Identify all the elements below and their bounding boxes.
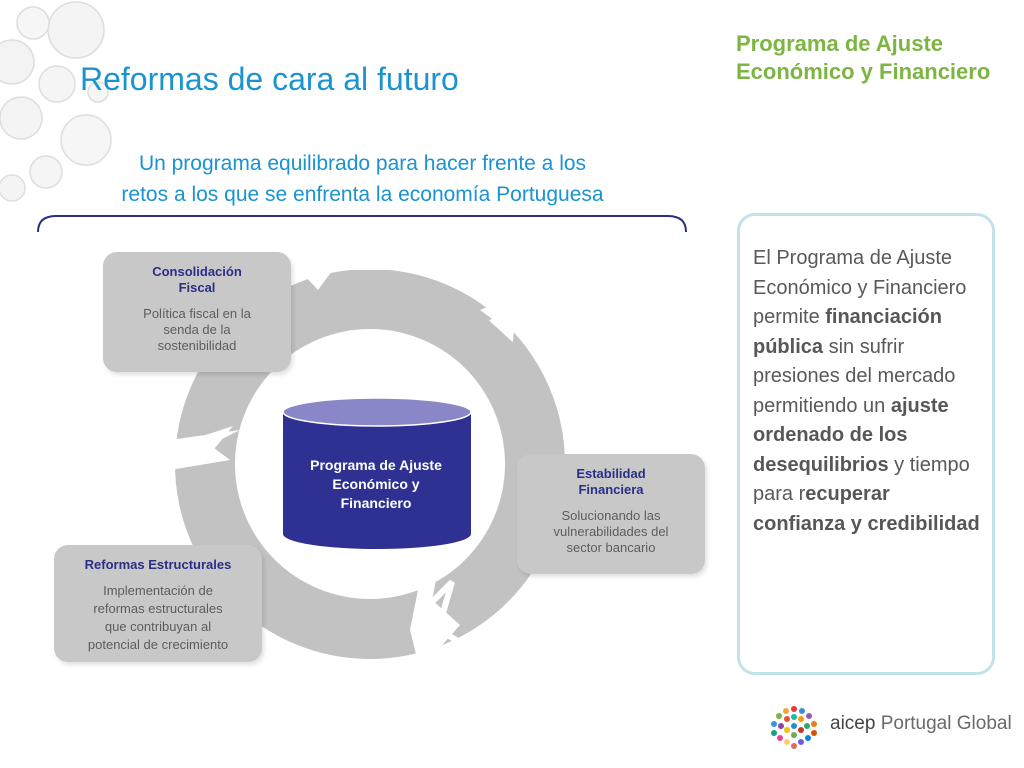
card-estab-body-1: Solucionando las: [561, 508, 661, 523]
info-bold-1: financiación pública: [753, 306, 942, 358]
center-line-3: Financiero: [340, 495, 412, 511]
card-fiscal-body-3: sostenibilidad: [157, 338, 237, 353]
card-fiscal-head-2: Fiscal: [178, 280, 216, 295]
card-reform-head-1: Reformas Estructurales: [84, 557, 232, 572]
info-text-2: sin sufrir presiones del mercado permitiendo un: [753, 335, 956, 417]
subtitle: [40, 148, 685, 210]
info-text-1: El Programa de Ajuste Económico y Financiero permite: [753, 247, 967, 328]
center-label: [285, 456, 467, 513]
info-text-3: y tiempo para r: [753, 453, 970, 505]
card-consolidacion-fiscal: [103, 252, 291, 372]
card-reform-body-3: que contribuyan al: [104, 619, 212, 634]
subtitle-bracket: [36, 212, 690, 234]
info-bold-2: ajuste ordenado de los desequilibrios: [753, 394, 949, 476]
card-estab-body-3: sector bancario: [566, 540, 656, 555]
card-fiscal-body-1: Política fiscal en la: [143, 306, 251, 321]
subtitle-line-2: retos a los que se enfrenta la economía Portuguesa: [121, 183, 604, 206]
center-line-2: Económico y: [332, 476, 420, 492]
brand-line-2: Económico y Financiero: [736, 59, 991, 84]
info-box: [737, 213, 995, 675]
card-reformas-estructurales: [54, 545, 262, 662]
logo-word-2: Portugal Global: [875, 713, 1012, 734]
center-line-1: Programa de Ajuste: [310, 457, 442, 473]
brand-line-1: Programa de Ajuste: [736, 31, 944, 56]
card-reform-body-2: reformas estructurales: [93, 601, 223, 616]
card-estab-head-2: Financiera: [578, 482, 644, 497]
logo-word-1: aicep: [830, 713, 876, 734]
card-fiscal-head-1: Consolidación: [152, 264, 242, 279]
card-reform-body-1: Implementación de: [103, 583, 213, 598]
page-title: Reformas de cara al futuro: [80, 61, 459, 98]
aicep-logo-icon: [768, 704, 820, 752]
card-estab-head-1: Estabilidad: [576, 466, 646, 481]
info-bold-3: ecuperar confianza y credibilidad: [753, 483, 980, 535]
card-reform-body-4: potencial de crecimiento: [87, 637, 229, 652]
subtitle-line-1: Un programa equilibrado para hacer frente a los: [138, 152, 587, 175]
card-estabilidad-financiera: [517, 454, 705, 574]
program-brand-label: [736, 30, 990, 86]
card-fiscal-body-2: senda de la: [163, 322, 231, 337]
card-estab-body-2: vulnerabilidades del: [553, 524, 669, 539]
aicep-logo-text: [830, 713, 1012, 735]
